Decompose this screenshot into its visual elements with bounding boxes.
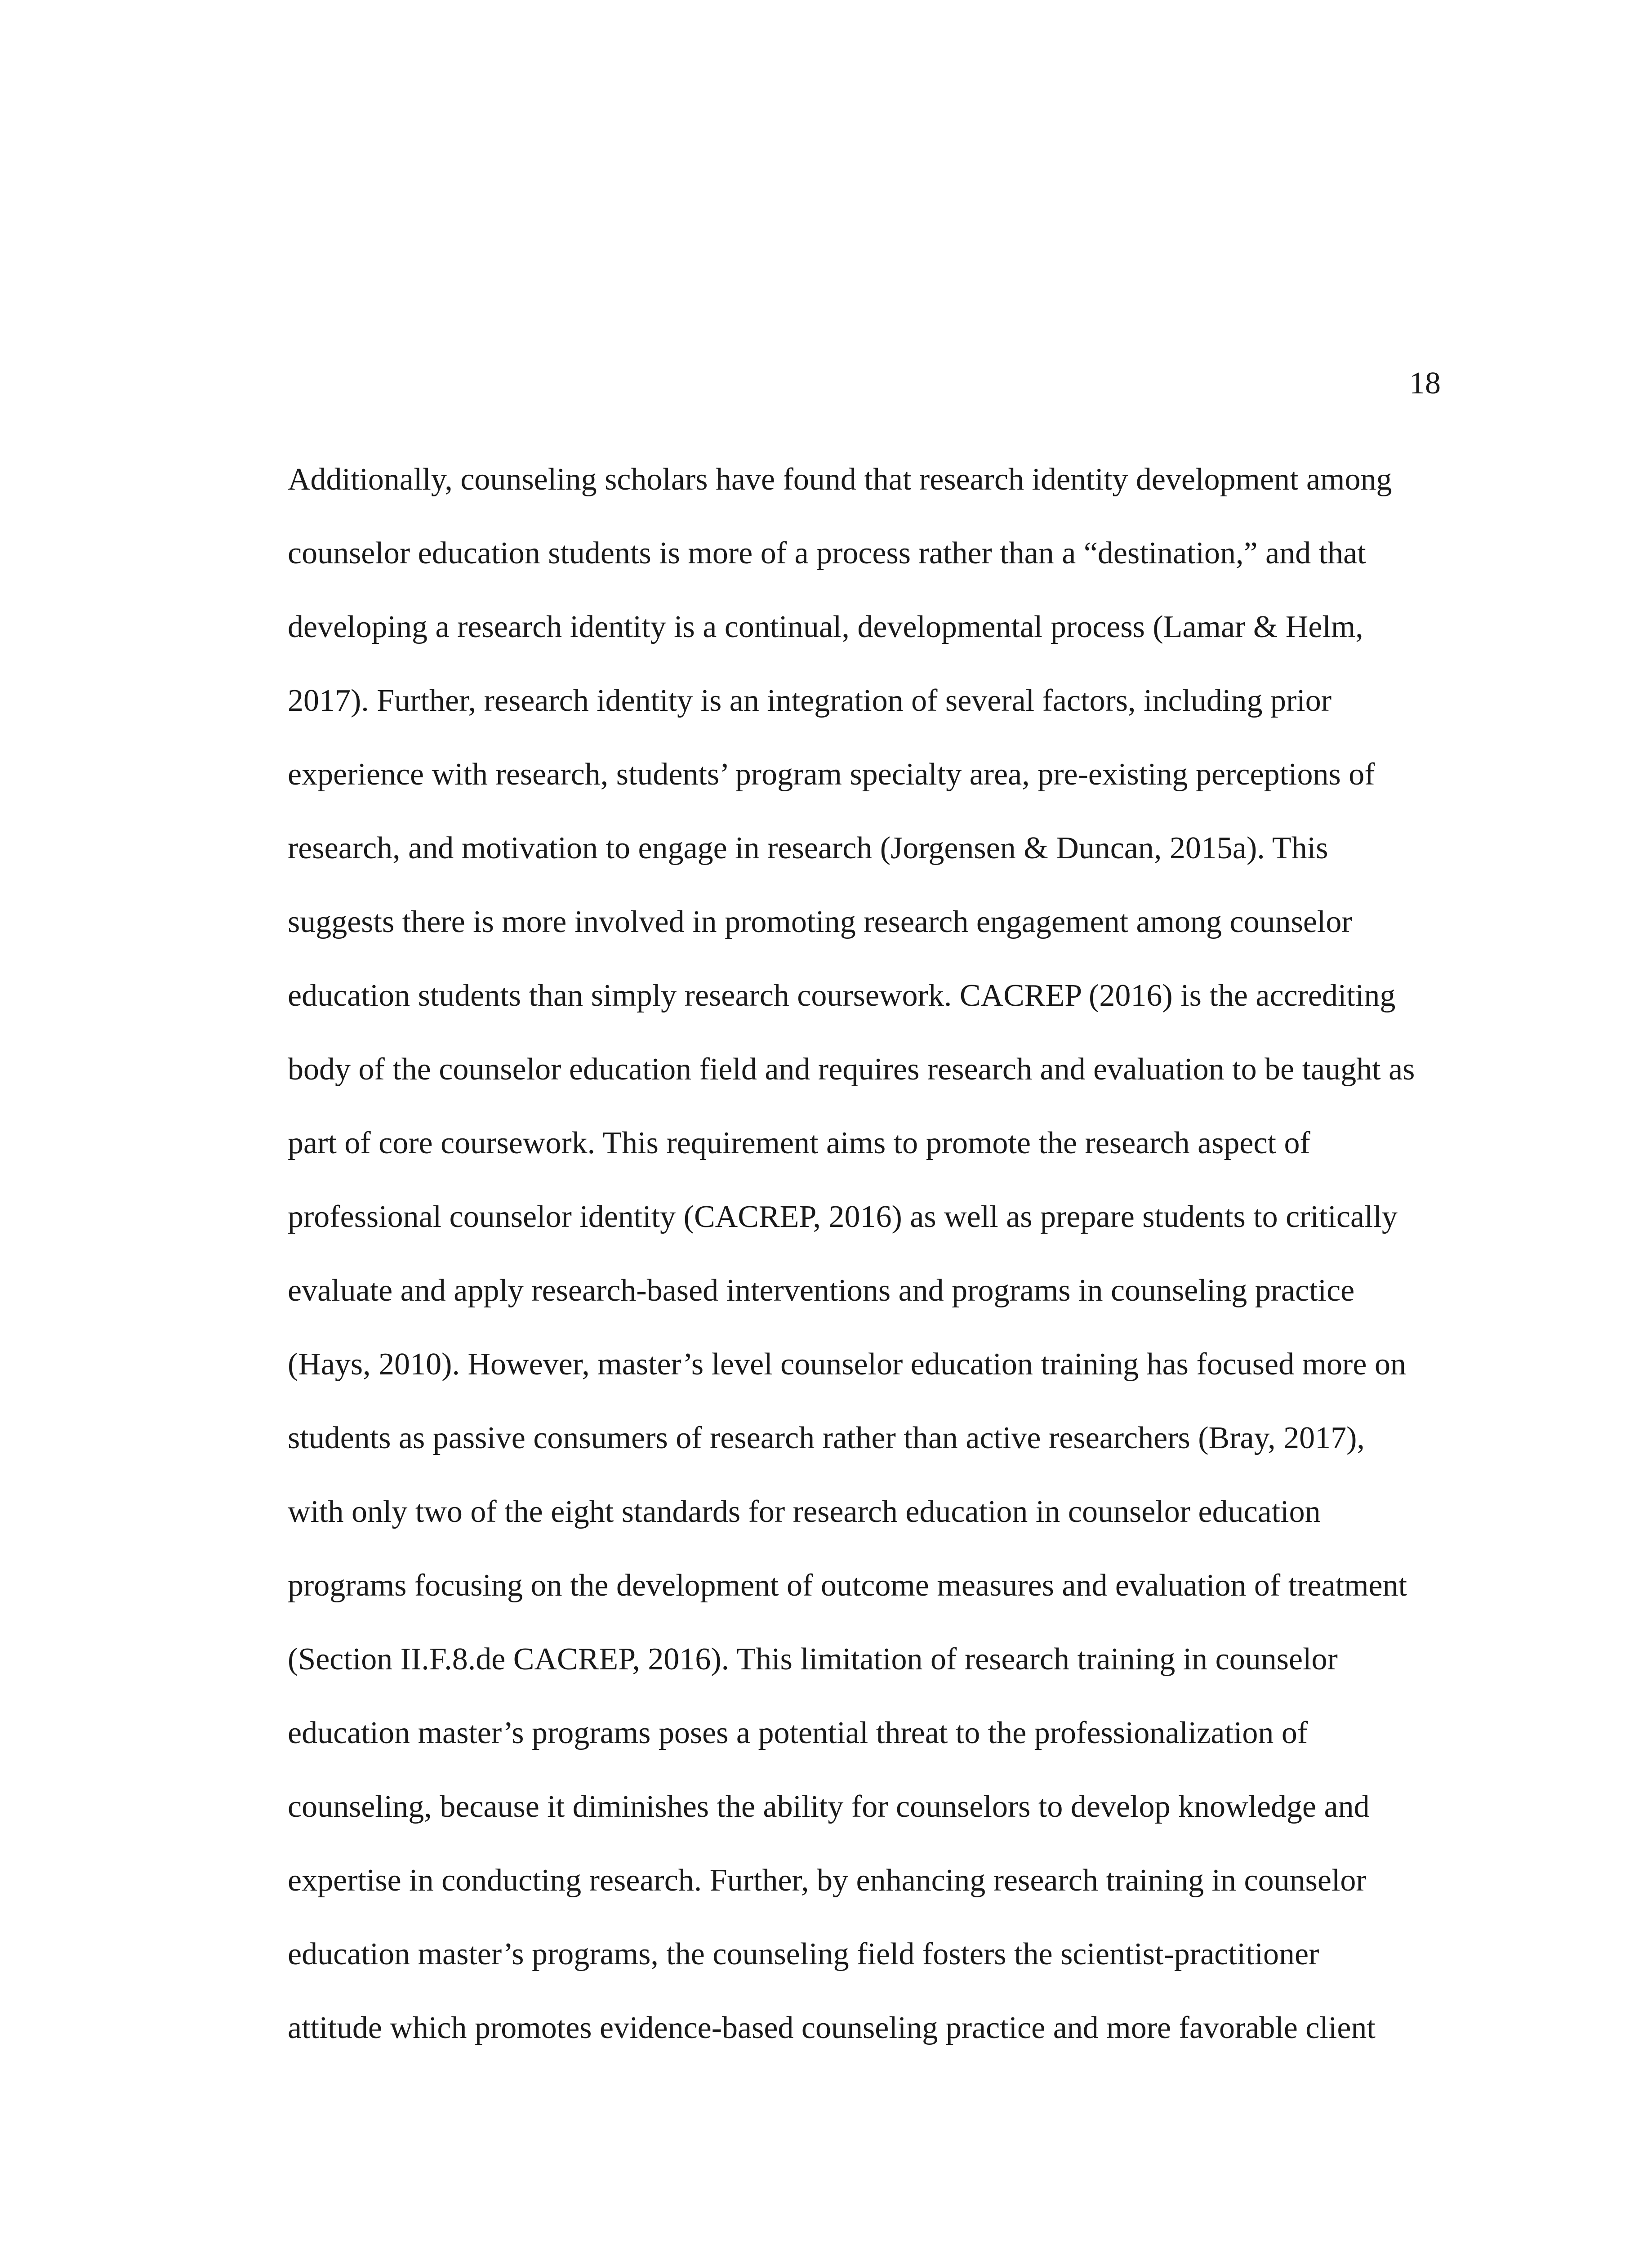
text-line: experience with research, students’ program specialty area, pre-existing perceptions of [288, 757, 1375, 792]
text-line: counselor education students is more of a process rather than a “destination,” and that [288, 536, 1366, 571]
text-line: programs focusing on the development of outcome measures and evaluation of treatment [288, 1568, 1407, 1603]
text-line: part of core coursework. This requirement aims to promote the research aspect of [288, 1126, 1310, 1160]
text-line: education master’s programs, the counseling field fosters the scientist-practitioner [288, 1937, 1319, 1971]
text-line: suggests there is more involved in promoting research engagement among counselor [288, 905, 1352, 939]
text-line: education students than simply research coursework. CACREP (2016) is the accrediting [288, 978, 1396, 1013]
text-line: developing a research identity is a continual, developmental process (Lamar & Helm, [288, 610, 1363, 644]
text-line: professional counselor identity (CACREP, 2016) as well as prepare students to critically [288, 1200, 1398, 1234]
text-line: (Hays, 2010). However, master’s level counselor education training has focused more on [288, 1347, 1406, 1382]
text-line: (Section II.F.8.de CACREP, 2016). This limitation of research training in counselor [288, 1642, 1338, 1677]
text-line: research, and motivation to engage in research (Jorgensen & Duncan, 2015a). This [288, 831, 1328, 865]
text-line: Additionally, counseling scholars have found that research identity development among [288, 462, 1392, 497]
text-line: 2017). Further, research identity is an integration of several factors, including prior [288, 683, 1332, 718]
text-line: education master’s programs poses a potential threat to the professionalization of [288, 1716, 1308, 1750]
text-line: students as passive consumers of research rather than active researchers (Bray, 2017), [288, 1421, 1365, 1455]
text-line: with only two of the eight standards for research education in counselor education [288, 1494, 1321, 1529]
text-line: expertise in conducting research. Further, by enhancing research training in counselor [288, 1863, 1367, 1898]
text-line: counseling, because it diminishes the ability for counselors to develop knowledge and [288, 1789, 1370, 1824]
text-line: body of the counselor education field and requires research and evaluation to be taught as [288, 1052, 1415, 1087]
page-number: 18 [1409, 366, 1441, 401]
text-line: attitude which promotes evidence-based counseling practice and more favorable client [288, 2011, 1376, 2045]
text-line: evaluate and apply research-based interventions and programs in counseling practice [288, 1273, 1355, 1308]
body-paragraph [288, 443, 1479, 2065]
